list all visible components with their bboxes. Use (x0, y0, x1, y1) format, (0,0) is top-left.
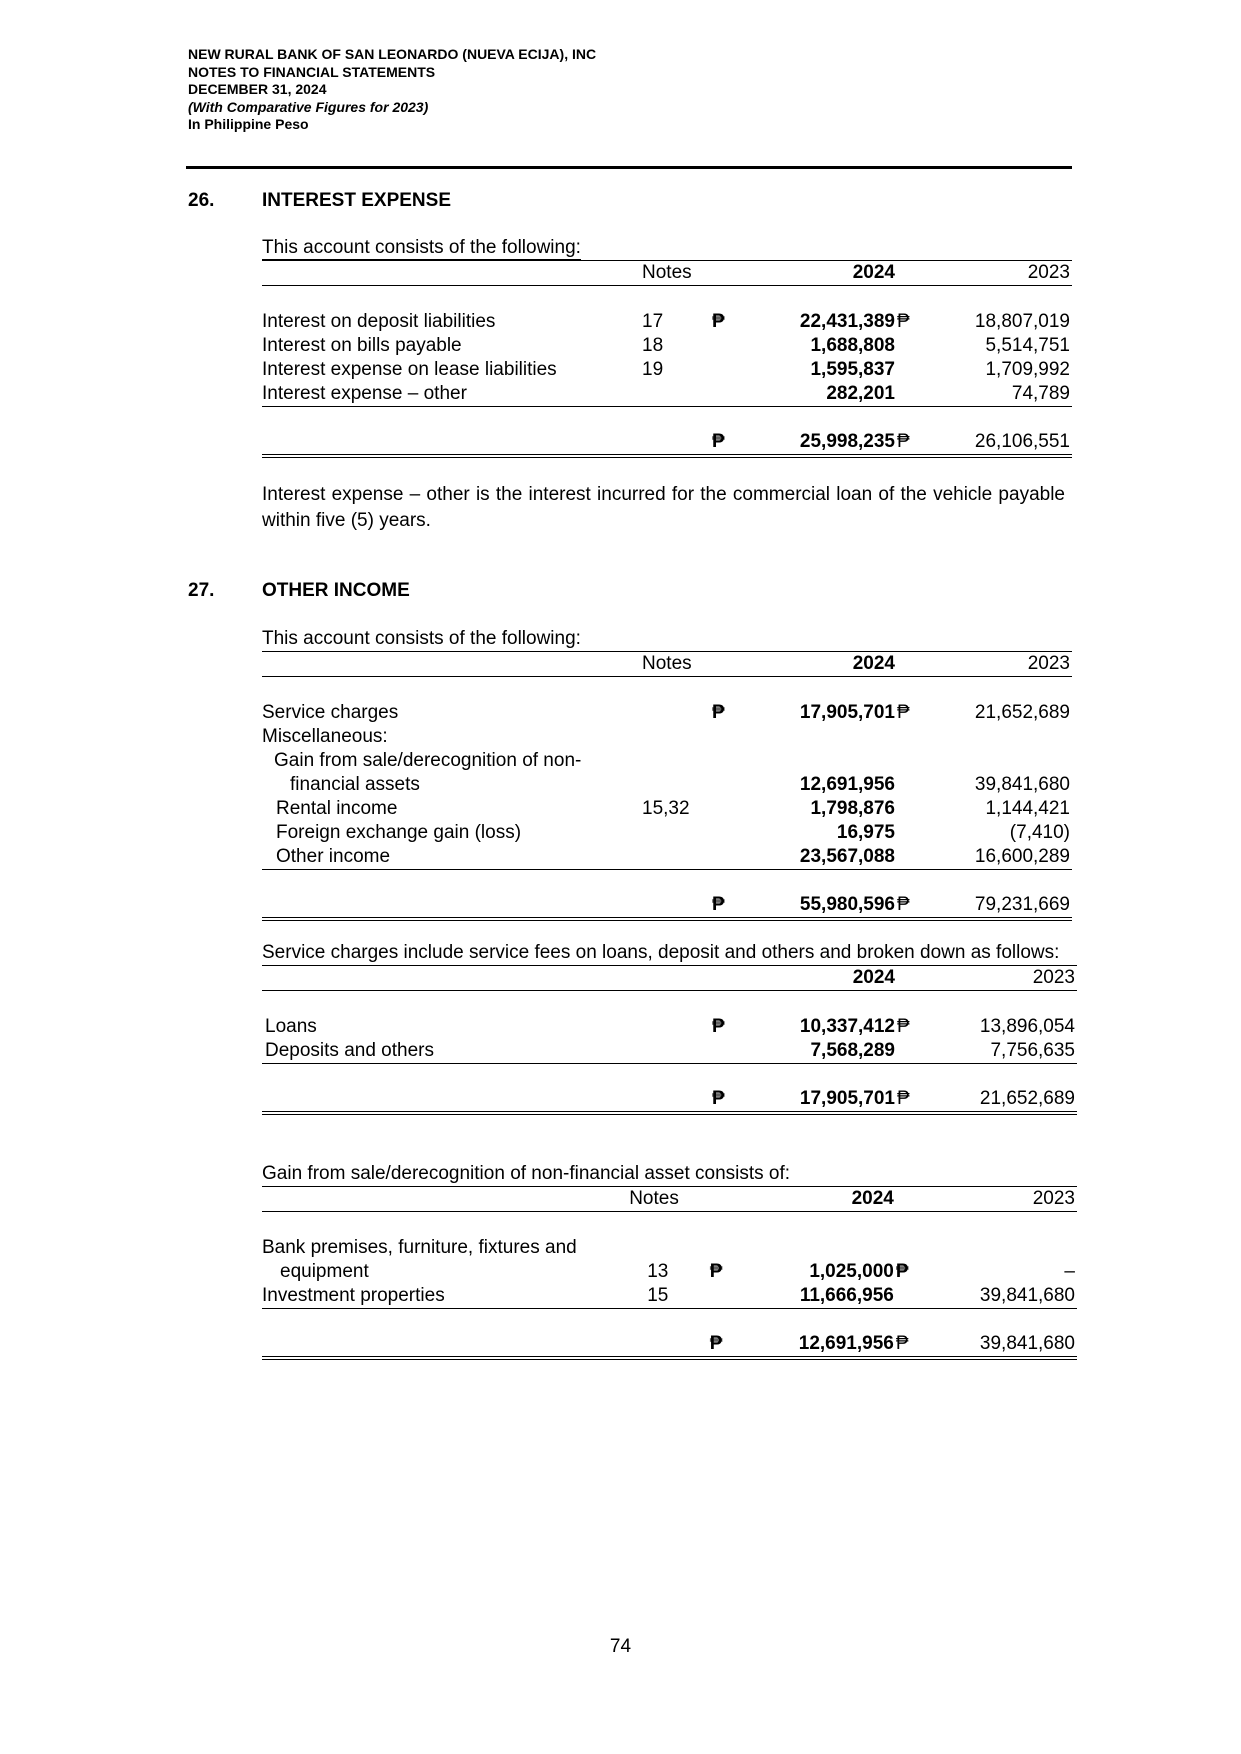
interest-expense-table (262, 261, 1072, 458)
row-label: Loans (265, 1015, 317, 1037)
col-2024: 2024 (760, 1187, 896, 1212)
row-label: Investment properties (262, 1284, 619, 1309)
service-charges-breakdown (262, 941, 1077, 1115)
total-row (262, 1332, 1077, 1358)
col-2024: 2024 (762, 261, 897, 286)
peso-sign: ₱ (712, 1015, 725, 1037)
table-row (262, 382, 1072, 407)
page-number: 74 (609, 1636, 632, 1657)
peso-sign: ₱ (895, 1260, 909, 1282)
table-caption (262, 237, 1072, 261)
table-header-row (262, 1187, 1077, 1212)
table-row (262, 310, 1072, 334)
value-2024: 1,798,876 (810, 797, 895, 819)
total-2023: 79,231,669 (952, 893, 1072, 919)
caption-text: This account consists of the following: (262, 237, 581, 258)
row-label: Service charges (262, 701, 399, 723)
service-charges-table (262, 966, 1077, 1115)
row-label: Gain from sale/derecognition of non- (274, 749, 582, 771)
value-2024: 282,201 (762, 382, 897, 407)
total-2024: 25,998,235 (762, 430, 897, 456)
table-row (262, 1260, 1077, 1284)
currency-note: In Philippine Peso (188, 116, 309, 132)
col-notes: Notes (619, 1187, 710, 1212)
peso-sign: ₱ (896, 1332, 951, 1358)
value-2023: 21,652,689 (974, 701, 1070, 723)
table-row (262, 749, 1072, 773)
document-header (188, 46, 596, 134)
table-row (262, 821, 1072, 845)
total-2023: 26,106,551 (952, 430, 1072, 456)
table-row (262, 358, 1072, 382)
peso-sign: ₱ (712, 893, 762, 919)
col-2023: 2023 (952, 966, 1077, 991)
gain-breakdown-section (262, 1163, 1077, 1360)
total-row (262, 1087, 1077, 1113)
value-2023: 5,514,751 (985, 334, 1070, 356)
col-2024: 2024 (762, 966, 897, 991)
row-label: Rental income (276, 797, 398, 819)
row-label: Deposits and others (262, 1039, 622, 1064)
total-2023: 39,841,680 (951, 1332, 1077, 1358)
row-notes: 15,32 (642, 797, 690, 819)
peso-sign: ₱ (712, 430, 762, 456)
peso-sign: ₱ (712, 1087, 762, 1113)
value-2023: 1,144,421 (985, 797, 1070, 819)
value-2023: (7,410) (1009, 821, 1070, 843)
total-row (262, 430, 1072, 456)
peso-sign: ₱ (897, 893, 952, 919)
interest-expense-footnote: Interest expense – other is the interest incurred for the commercial loan of the vehicle payable within five (5) years. (262, 484, 1065, 531)
row-notes: 17 (642, 310, 664, 332)
table-row (262, 1039, 1077, 1064)
value-2023: 16,600,289 (952, 845, 1072, 870)
note-title: OTHER INCOME (262, 580, 410, 601)
value-2024: 7,568,289 (762, 1039, 897, 1064)
row-label: Interest on deposit liabilities (262, 310, 496, 332)
peso-sign: ₱ (897, 430, 952, 456)
col-2023: 2023 (952, 261, 1072, 286)
value-2024: 16,975 (836, 821, 895, 843)
col-notes: Notes (622, 261, 712, 286)
col-2023: 2023 (952, 652, 1072, 677)
value-2023: 39,841,680 (951, 1284, 1077, 1309)
company-name: NEW RURAL BANK OF SAN LEONARDO (NUEVA ECIJA), INC (188, 46, 597, 62)
table-row (262, 797, 1072, 821)
table-row (262, 725, 1072, 749)
peso-sign: ₱ (897, 1087, 952, 1113)
value-2024: 1,688,808 (810, 334, 895, 356)
breakdown-intro: Service charges include service fees on loans, deposit and others and broken down as follows: (262, 941, 1077, 966)
peso-sign: ₱ (712, 310, 725, 332)
total-2024: 17,905,701 (762, 1087, 897, 1113)
total-row (262, 893, 1072, 919)
row-notes: 13 (647, 1260, 669, 1282)
note-title: INTEREST EXPENSE (262, 190, 451, 211)
table-header-row (262, 652, 1072, 677)
other-income-section (262, 628, 1072, 921)
value-2023: 7,756,635 (952, 1039, 1077, 1064)
table-row (262, 1015, 1077, 1039)
value-2023: – (1064, 1260, 1075, 1282)
value-2023: 13,896,054 (979, 1015, 1075, 1037)
table-row (262, 773, 1072, 797)
row-label: Miscellaneous: (262, 725, 388, 747)
row-label: Interest on bills payable (262, 334, 462, 356)
value-2023: 39,841,680 (974, 773, 1070, 795)
table-caption (262, 1163, 1077, 1187)
total-2023: 21,652,689 (952, 1087, 1077, 1113)
row-notes (622, 382, 712, 407)
table-row (262, 845, 1072, 870)
other-income-table (262, 652, 1072, 921)
note-number: 26. (188, 190, 215, 211)
value-2024: 23,567,088 (762, 845, 897, 870)
total-2024: 12,691,956 (760, 1332, 896, 1358)
row-label: equipment (280, 1260, 369, 1282)
value-2024: 1,025,000 (809, 1260, 894, 1282)
value-2023: 1,709,992 (985, 358, 1070, 380)
value-2024: 22,431,389 (799, 310, 895, 332)
row-label: Interest expense on lease liabilities (262, 358, 557, 380)
table-header-row (262, 966, 1077, 991)
peso-sign: ₱ (712, 701, 725, 723)
col-2024: 2024 (762, 652, 897, 677)
caption-text: This account consists of the following: (262, 628, 581, 649)
value-2024: 10,337,412 (799, 1015, 895, 1037)
peso-sign: ₱ (897, 1015, 910, 1037)
table-row (262, 334, 1072, 358)
peso-sign: ₱ (710, 1332, 760, 1358)
document-title: NOTES TO FINANCIAL STATEMENTS (188, 63, 436, 80)
table-row (262, 1236, 1077, 1260)
col-2023: 2023 (951, 1187, 1077, 1212)
value-2024: 17,905,701 (799, 701, 895, 723)
row-label: financial assets (290, 773, 420, 795)
row-label: Foreign exchange gain (loss) (276, 821, 522, 843)
total-2024: 55,980,596 (762, 893, 897, 919)
row-label: Interest expense – other (262, 382, 622, 407)
interest-expense-section (262, 237, 1072, 458)
row-notes: 18 (642, 334, 664, 356)
value-2024: 11,666,956 (760, 1284, 896, 1309)
col-notes: Notes (622, 652, 712, 677)
table-row (262, 1284, 1077, 1309)
row-notes: 15 (619, 1284, 710, 1309)
value-2023: 18,807,019 (974, 310, 1070, 332)
note-number: 27. (188, 580, 215, 601)
table-header-row (262, 261, 1072, 286)
peso-sign: ₱ (897, 310, 910, 332)
gain-breakdown-table (262, 1187, 1077, 1360)
table-row (262, 701, 1072, 725)
table-caption (262, 628, 1072, 652)
value-2024: 12,691,956 (799, 773, 895, 795)
row-label: Bank premises, furniture, fixtures and (262, 1236, 577, 1258)
value-2023: 74,789 (952, 382, 1072, 407)
comparative-note: (With Comparative Figures for 2023) (188, 98, 429, 115)
statement-date: DECEMBER 31, 2024 (188, 81, 327, 97)
peso-sign: ₱ (709, 1260, 723, 1282)
row-label: Other income (262, 845, 622, 870)
row-notes: 19 (642, 358, 664, 380)
value-2024: 1,595,837 (810, 358, 895, 380)
header-divider (186, 166, 1072, 169)
caption-text: Gain from sale/derecognition of non-financial asset consists of: (262, 1163, 791, 1184)
peso-sign: ₱ (897, 701, 910, 723)
